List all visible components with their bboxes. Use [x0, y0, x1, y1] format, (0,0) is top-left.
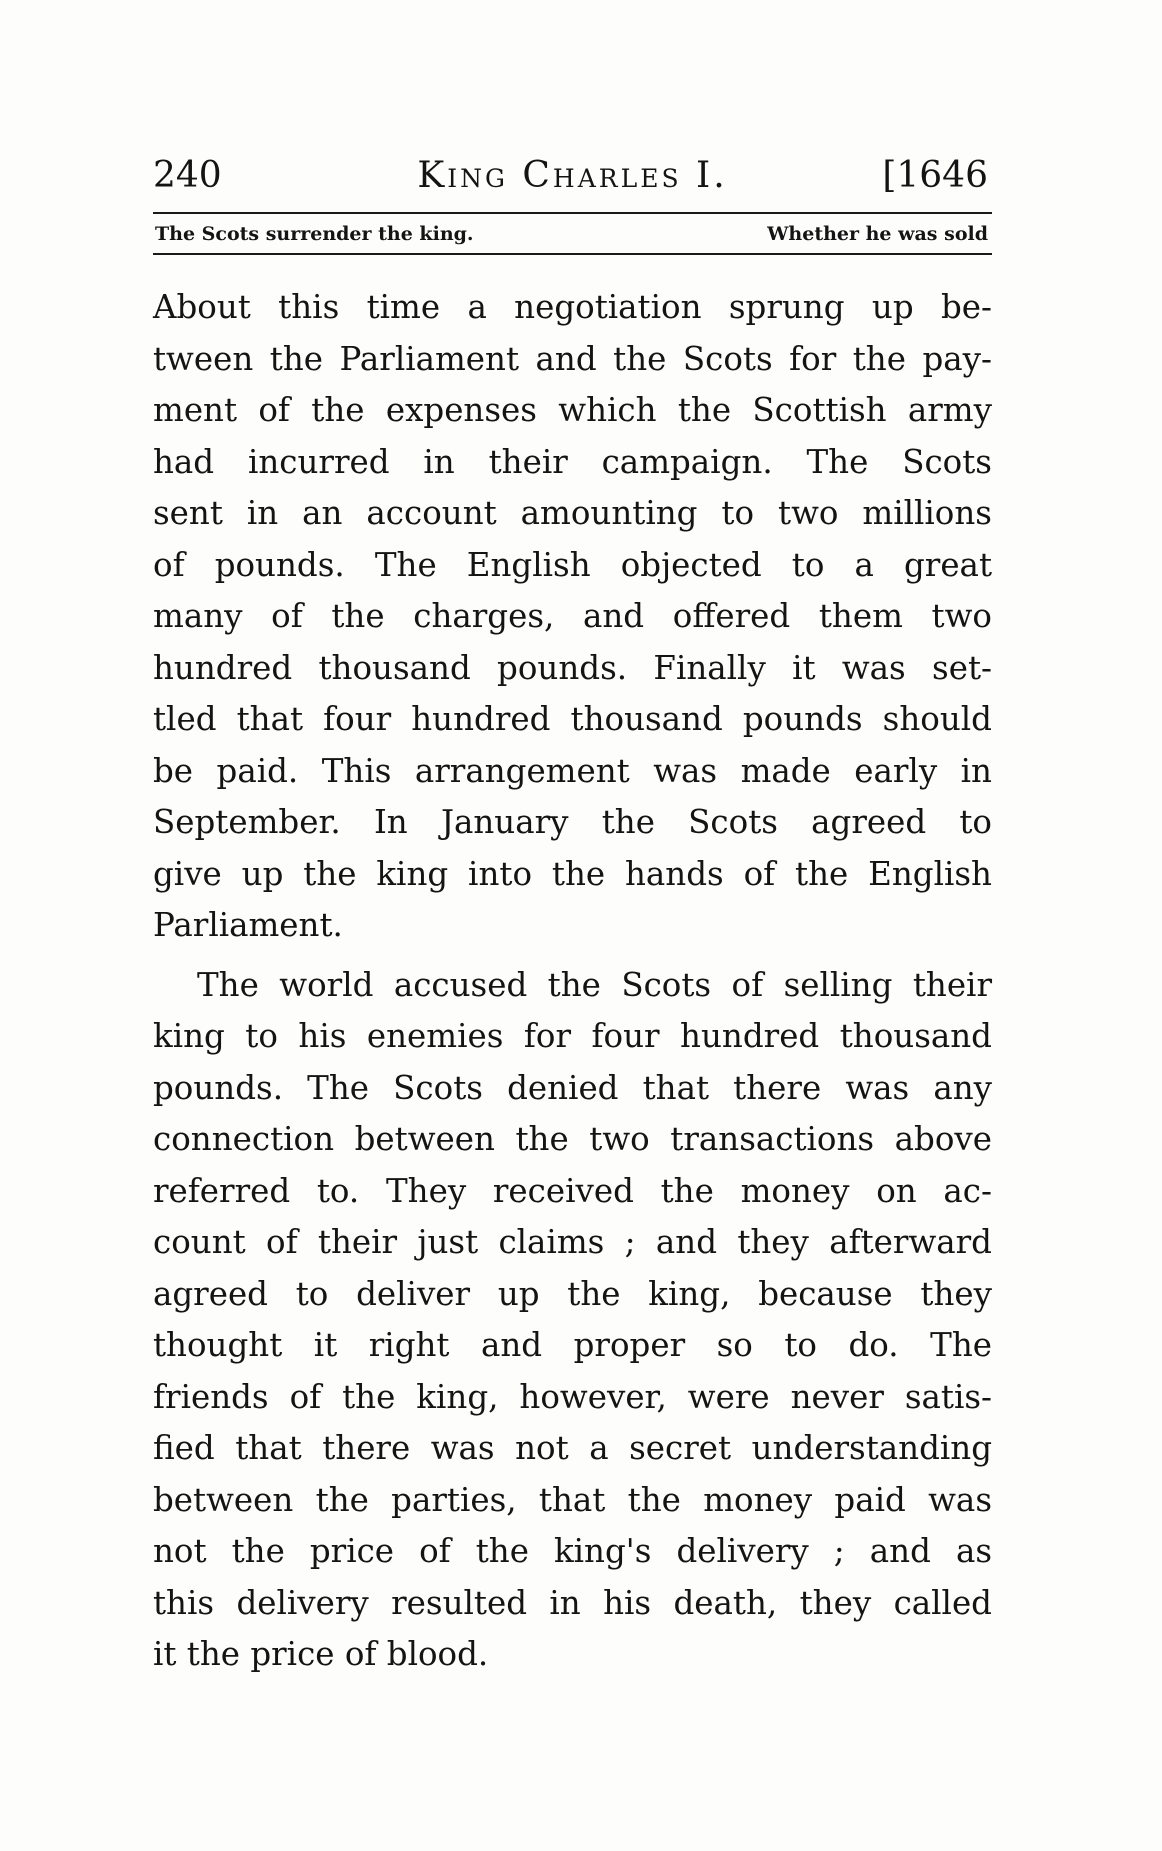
paragraph-2-line: it the price of blood. — [153, 1635, 489, 1673]
paragraph-1-line: sent in an account amounting to two millions — [153, 494, 992, 532]
paragraph-1-line: About this time a negotiation sprung up be- — [153, 288, 992, 326]
paragraph-2-line: friends of the king, however, were never satis- — [153, 1377, 992, 1416]
paragraph-2-line: referred to. They received the money on ac- — [153, 1171, 992, 1210]
subheader-right: Whether he was sold — [767, 223, 988, 245]
paragraph-2-line: between the parties, that the money paid was — [153, 1480, 992, 1519]
paragraph-1-line: tween the Parliament and the Scots for the pay- — [153, 339, 992, 378]
paragraph-2-line: connection between the two transactions above — [153, 1120, 992, 1158]
paragraph-1-line: many of the charges, and offered them two — [153, 597, 992, 635]
paragraph-1-line: September. In January the Scots agreed to — [153, 803, 992, 841]
header-rule-bottom — [153, 253, 992, 255]
page-number: 240 — [153, 155, 222, 196]
body-text — [153, 282, 992, 1681]
paragraph-2-line: The world accused the Scots of selling their — [197, 965, 992, 1004]
paragraph-1-line: give up the king into the hands of the English — [153, 854, 992, 893]
paragraph-2-line: count of their just claims ; and they afterward — [153, 1223, 992, 1261]
page-header — [153, 150, 992, 202]
paragraph-1-line: tled that four hundred thousand pounds should — [153, 700, 992, 738]
paragraph-1-line: hundred thousand pounds. Finally it was set- — [153, 648, 992, 687]
paragraph-2-line: this delivery resulted in his death, they called — [153, 1583, 992, 1622]
paragraph-1-line: of pounds. The English objected to a great — [153, 545, 992, 584]
paragraph-2-line: king to his enemies for four hundred thousand — [153, 1017, 992, 1055]
paragraph-2-line: fied that there was not a secret understanding — [153, 1429, 992, 1467]
paragraph-1-line: be paid. This arrangement was made early in — [153, 751, 992, 790]
paragraph-2-line: pounds. The Scots denied that there was any — [153, 1068, 992, 1107]
paragraph-2-line: thought it right and proper so to do. The — [153, 1326, 992, 1364]
paragraph-1-line: Parliament. — [153, 906, 343, 944]
header-year: [1646 — [882, 155, 988, 196]
subheader-left: The Scots surrender the king. — [155, 223, 474, 245]
header-rule-top — [153, 212, 992, 214]
paragraph-gap — [153, 952, 992, 960]
paragraph-1-line: ment of the expenses which the Scottish army — [153, 391, 992, 429]
paragraph-2-line: agreed to deliver up the king, because they — [153, 1274, 992, 1313]
marginal-subheader — [153, 218, 992, 250]
paragraph-1-line: had incurred in their campaign. The Scots — [153, 442, 992, 481]
paragraph-2-line: not the price of the king's delivery ; and as — [153, 1532, 992, 1570]
running-title: King Charles I. — [417, 155, 728, 196]
